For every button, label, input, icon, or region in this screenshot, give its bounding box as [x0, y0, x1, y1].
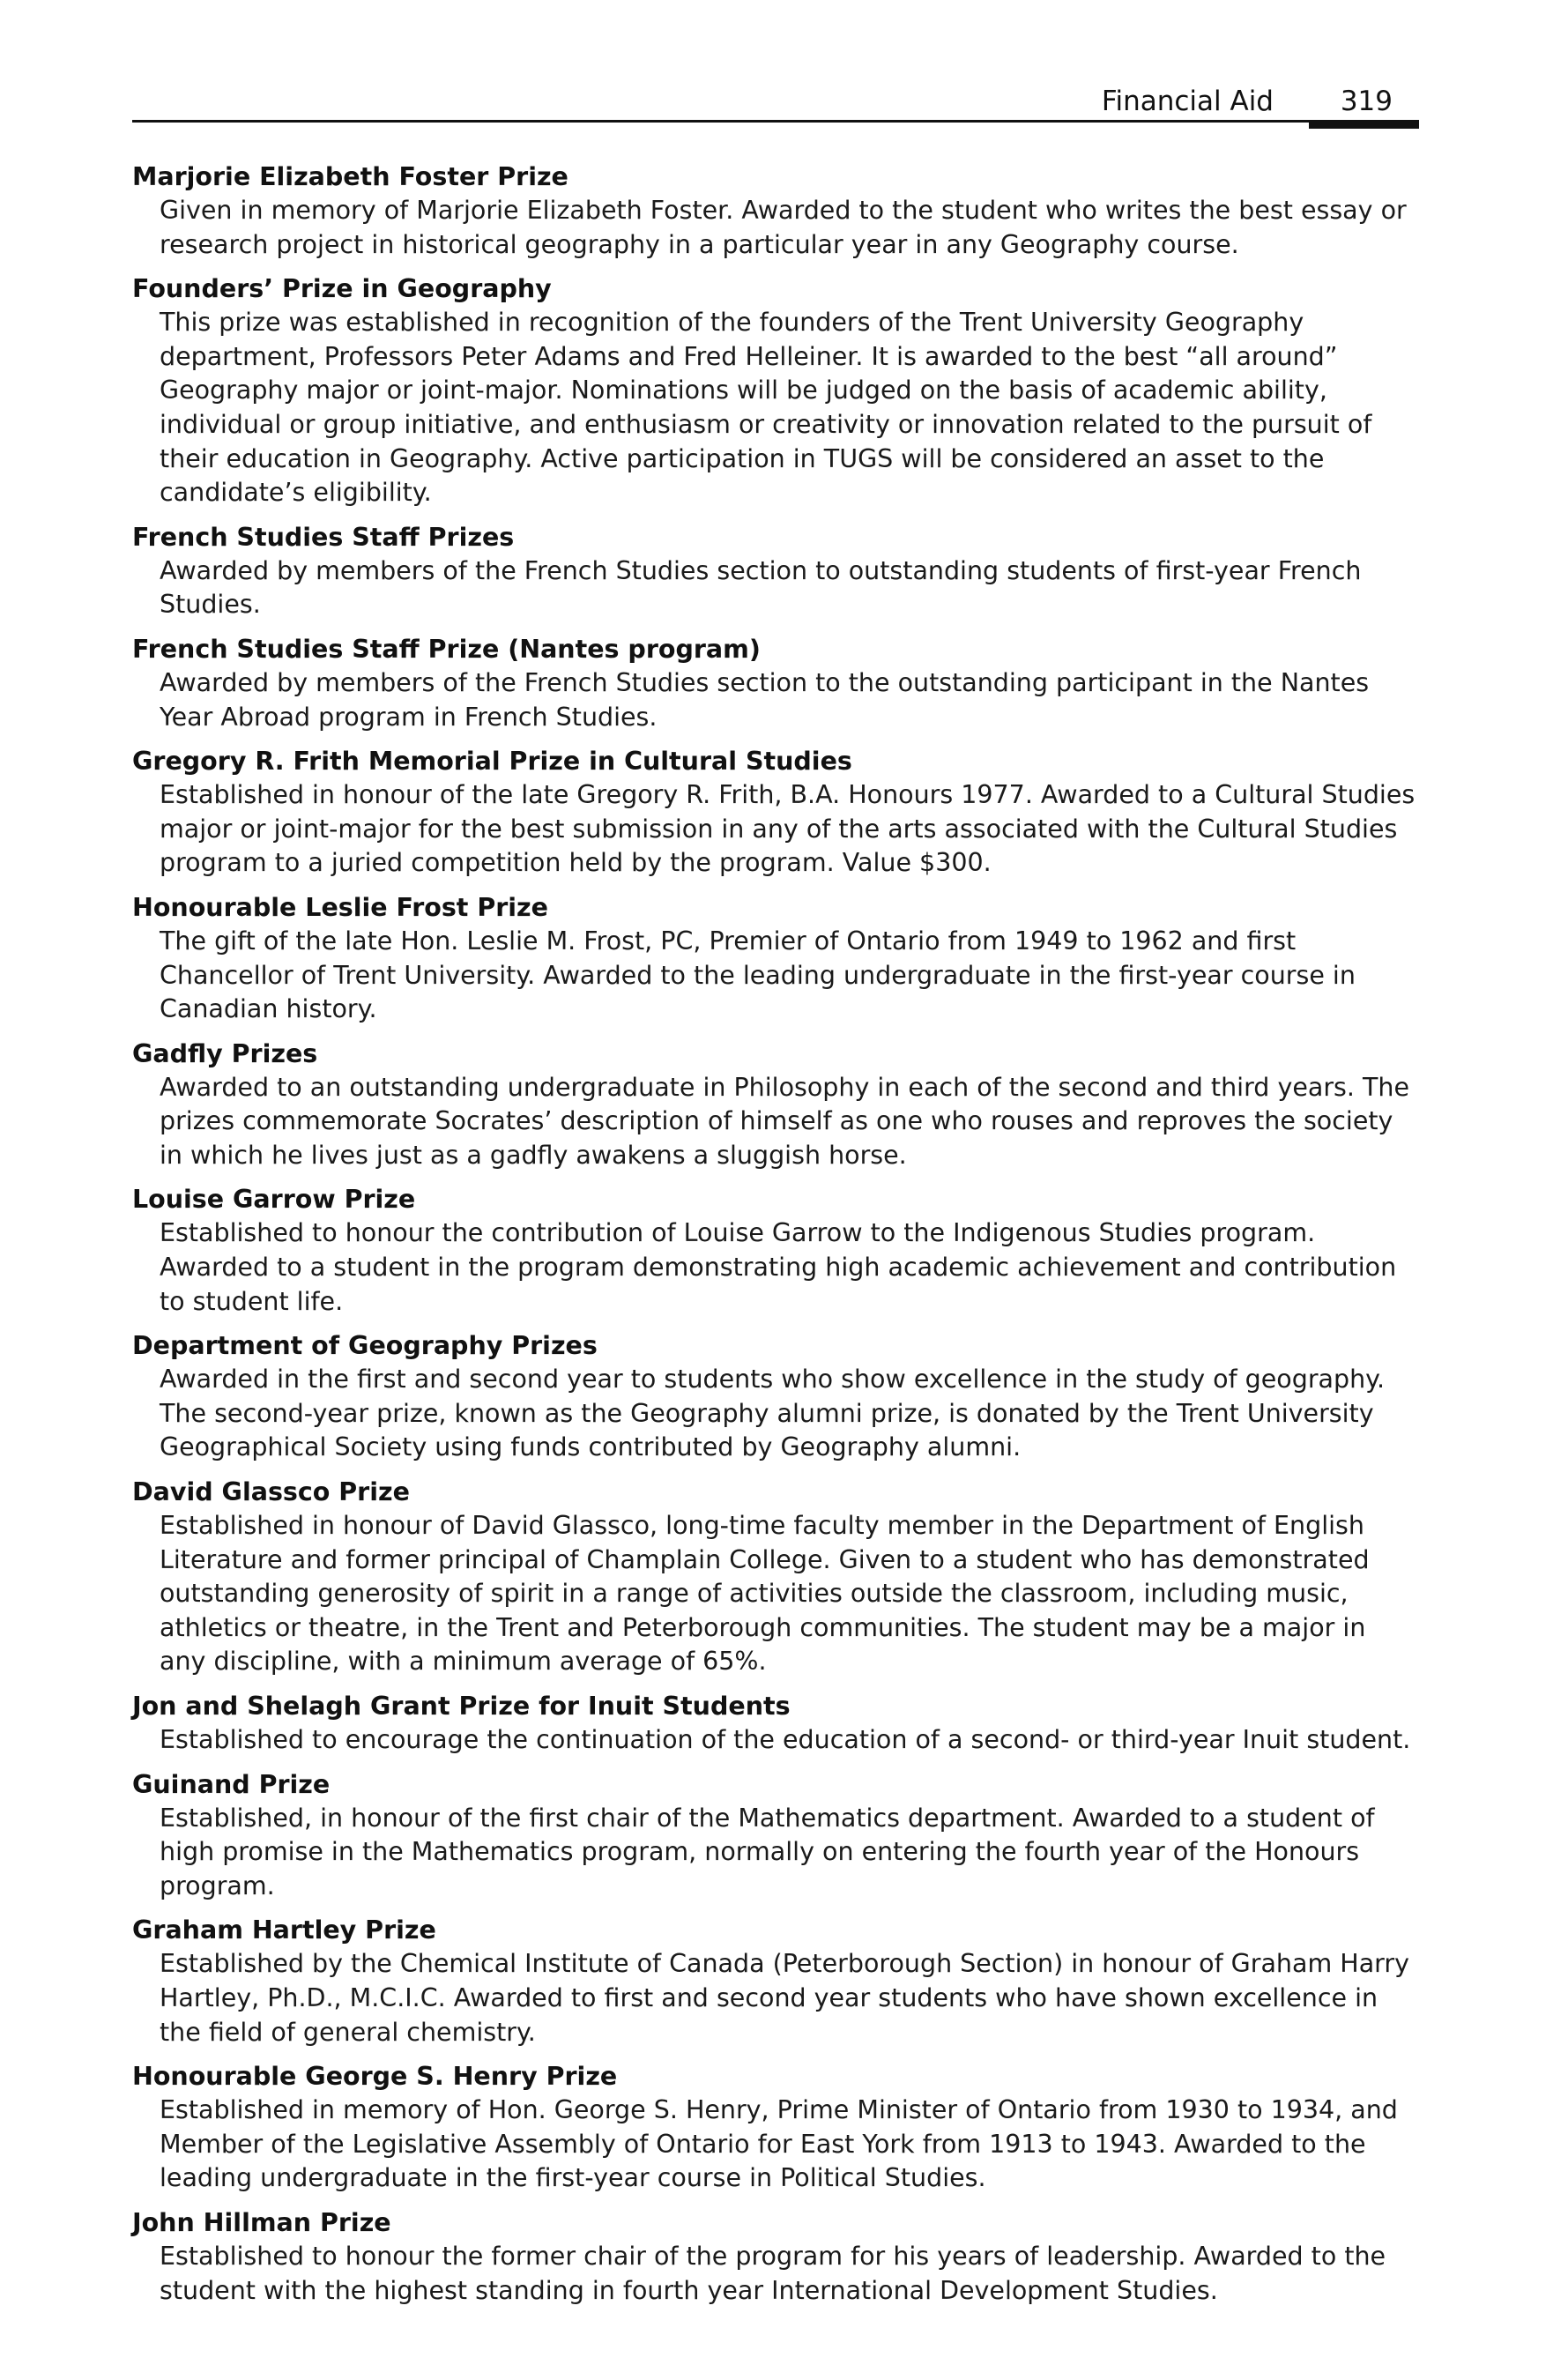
- prize-title: Graham Hartley Prize: [132, 1915, 436, 1945]
- prize-description: Given in memory of Marjorie Elizabeth Foster. Awarded to the student who writes the best essay or research project in historical geography in a particular year in any Geography course.: [160, 196, 1407, 259]
- prize-entry: [132, 272, 1419, 510]
- prize-description: The gift of the late Hon. Leslie M. Frost, PC, Premier of Ontario from 1949 to 1962 and first Chancellor of Trent University. Awarded to the leading undergraduate in the first-year course in Canadian history.: [160, 926, 1356, 1024]
- prize-title: Honourable George S. Henry Prize: [132, 2062, 618, 2092]
- prize-description: Established to honour the contribution of Louise Garrow to the Indigenous Studies program. Awarded to a student in the program demonstrating high academic achievement and contribution to student life.: [160, 1218, 1397, 1316]
- prize-entry: [132, 1038, 1419, 1173]
- prize-title: Department of Geography Prizes: [132, 1331, 598, 1361]
- prize-title: Founders’ Prize in Geography: [132, 274, 552, 304]
- prize-description: Established to encourage the continuation of the education of a second- or third-year Inuit student.: [160, 1725, 1411, 1754]
- prize-entry: [132, 1914, 1419, 2049]
- prize-entry: [132, 891, 1419, 1027]
- prize-entry: [132, 1329, 1419, 1465]
- prize-list: [132, 160, 1419, 2318]
- prize-entry: [132, 160, 1419, 262]
- prize-entry: [132, 1768, 1419, 1904]
- prize-entry: [132, 633, 1419, 734]
- prize-title: French Studies Staff Prizes: [132, 522, 515, 552]
- prize-entry: [132, 1183, 1419, 1319]
- prize-title: John Hillman Prize: [132, 2207, 391, 2237]
- header-rule: [132, 120, 1419, 123]
- prize-title: Guinand Prize: [132, 1769, 331, 1799]
- prize-entry: [132, 521, 1419, 622]
- prize-title: French Studies Staff Prize (Nantes program): [132, 634, 761, 664]
- prize-description: Established in memory of Hon. George S. Henry, Prime Minister of Ontario from 1930 to 1934, and Member of the Legislative Assembly of Ontario for East York from 1913 to 1943. Awarded to the leading undergraduate in the first-year course in Political Studies.: [160, 2095, 1398, 2193]
- prize-description: Awarded by members of the French Studies section to outstanding students of first-year French Studies.: [160, 555, 1362, 620]
- prize-description: Established in honour of the late Gregory R. Frith, B.A. Honours 1977. Awarded to a Cultural Studies major or joint-major for the best submission in any of the arts associated with the Cultural Studies program to a juried competition held by the program. Value $300.: [160, 780, 1416, 878]
- page-header: [132, 79, 1419, 125]
- prize-description: Established to honour the former chair of the program for his years of leadership. Awarded to the student with the highest standing in fourth year International Development Studies.: [160, 2241, 1386, 2305]
- prize-entry: [132, 1476, 1419, 1679]
- prize-title: Jon and Shelagh Grant Prize for Inuit Students: [132, 1692, 791, 1721]
- prize-title: Gadfly Prizes: [132, 1038, 318, 1068]
- prize-description: Established by the Chemical Institute of Canada (Peterborough Section) in honour of Graham Harry Hartley, Ph.D., M.C.I.C. Awarded to first and second year students who have shown excellence in the field of general chemistry.: [160, 1949, 1409, 2047]
- prize-title: Louise Garrow Prize: [132, 1185, 416, 1215]
- prize-entry: [132, 2060, 1419, 2196]
- prize-entry: [132, 2206, 1419, 2308]
- prize-title: Gregory R. Frith Memorial Prize in Cultural Studies: [132, 747, 852, 777]
- prize-title: David Glassco Prize: [132, 1477, 410, 1507]
- header-tab-bar: [1309, 120, 1419, 129]
- prize-description: Established, in honour of the first chair of the Mathematics department. Awarded to a student of high promise in the Mathematics program, normally on entering the fourth year of the Honours program.: [160, 1803, 1375, 1900]
- prize-description: Awarded to an outstanding undergraduate in Philosophy in each of the second and third years. The prizes commemorate Socrates’ description of himself as one who rouses and reproves the society in which he lives just as a gadfly awakens a sluggish horse.: [160, 1072, 1410, 1170]
- prize-description: Established in honour of David Glassco, long-time faculty member in the Department of English Literature and former principal of Champlain College. Given to a student who has demonstrated outstanding generosity of spirit in a range of activities outside the classroom, including music, athletics or theatre, in the Trent and Peterborough communities. The student may be a major in any discipline, with a minimum average of 65%.: [160, 1511, 1370, 1677]
- prize-entry: [132, 745, 1419, 881]
- page-number: 319: [1340, 86, 1393, 117]
- prize-description: This prize was established in recognition of the founders of the Trent University Geography department, Professors Peter Adams and Fred Helleiner. It is awarded to the best “all around” Geography major or joint-major. Nominations will be judged on the basis of academic ability, individual or group initiative, and enthusiasm or creativity or innovation related to the pursuit of their education in Geography. Active participation in TUGS will be considered an asset to the candidate’s eligibility.: [160, 308, 1372, 508]
- prize-title: Marjorie Elizabeth Foster Prize: [132, 162, 568, 191]
- prize-description: Awarded in the first and second year to students who show excellence in the study of geography. The second-year prize, known as the Geography alumni prize, is donated by the Trent University Geographical Society using funds contributed by Geography alumni.: [160, 1365, 1386, 1462]
- running-head-section: Financial Aid: [1101, 86, 1274, 117]
- prize-entry: [132, 1690, 1419, 1758]
- prize-title: Honourable Leslie Frost Prize: [132, 892, 548, 922]
- prize-description: Awarded by members of the French Studies section to the outstanding participant in the Nantes Year Abroad program in French Studies.: [160, 667, 1370, 732]
